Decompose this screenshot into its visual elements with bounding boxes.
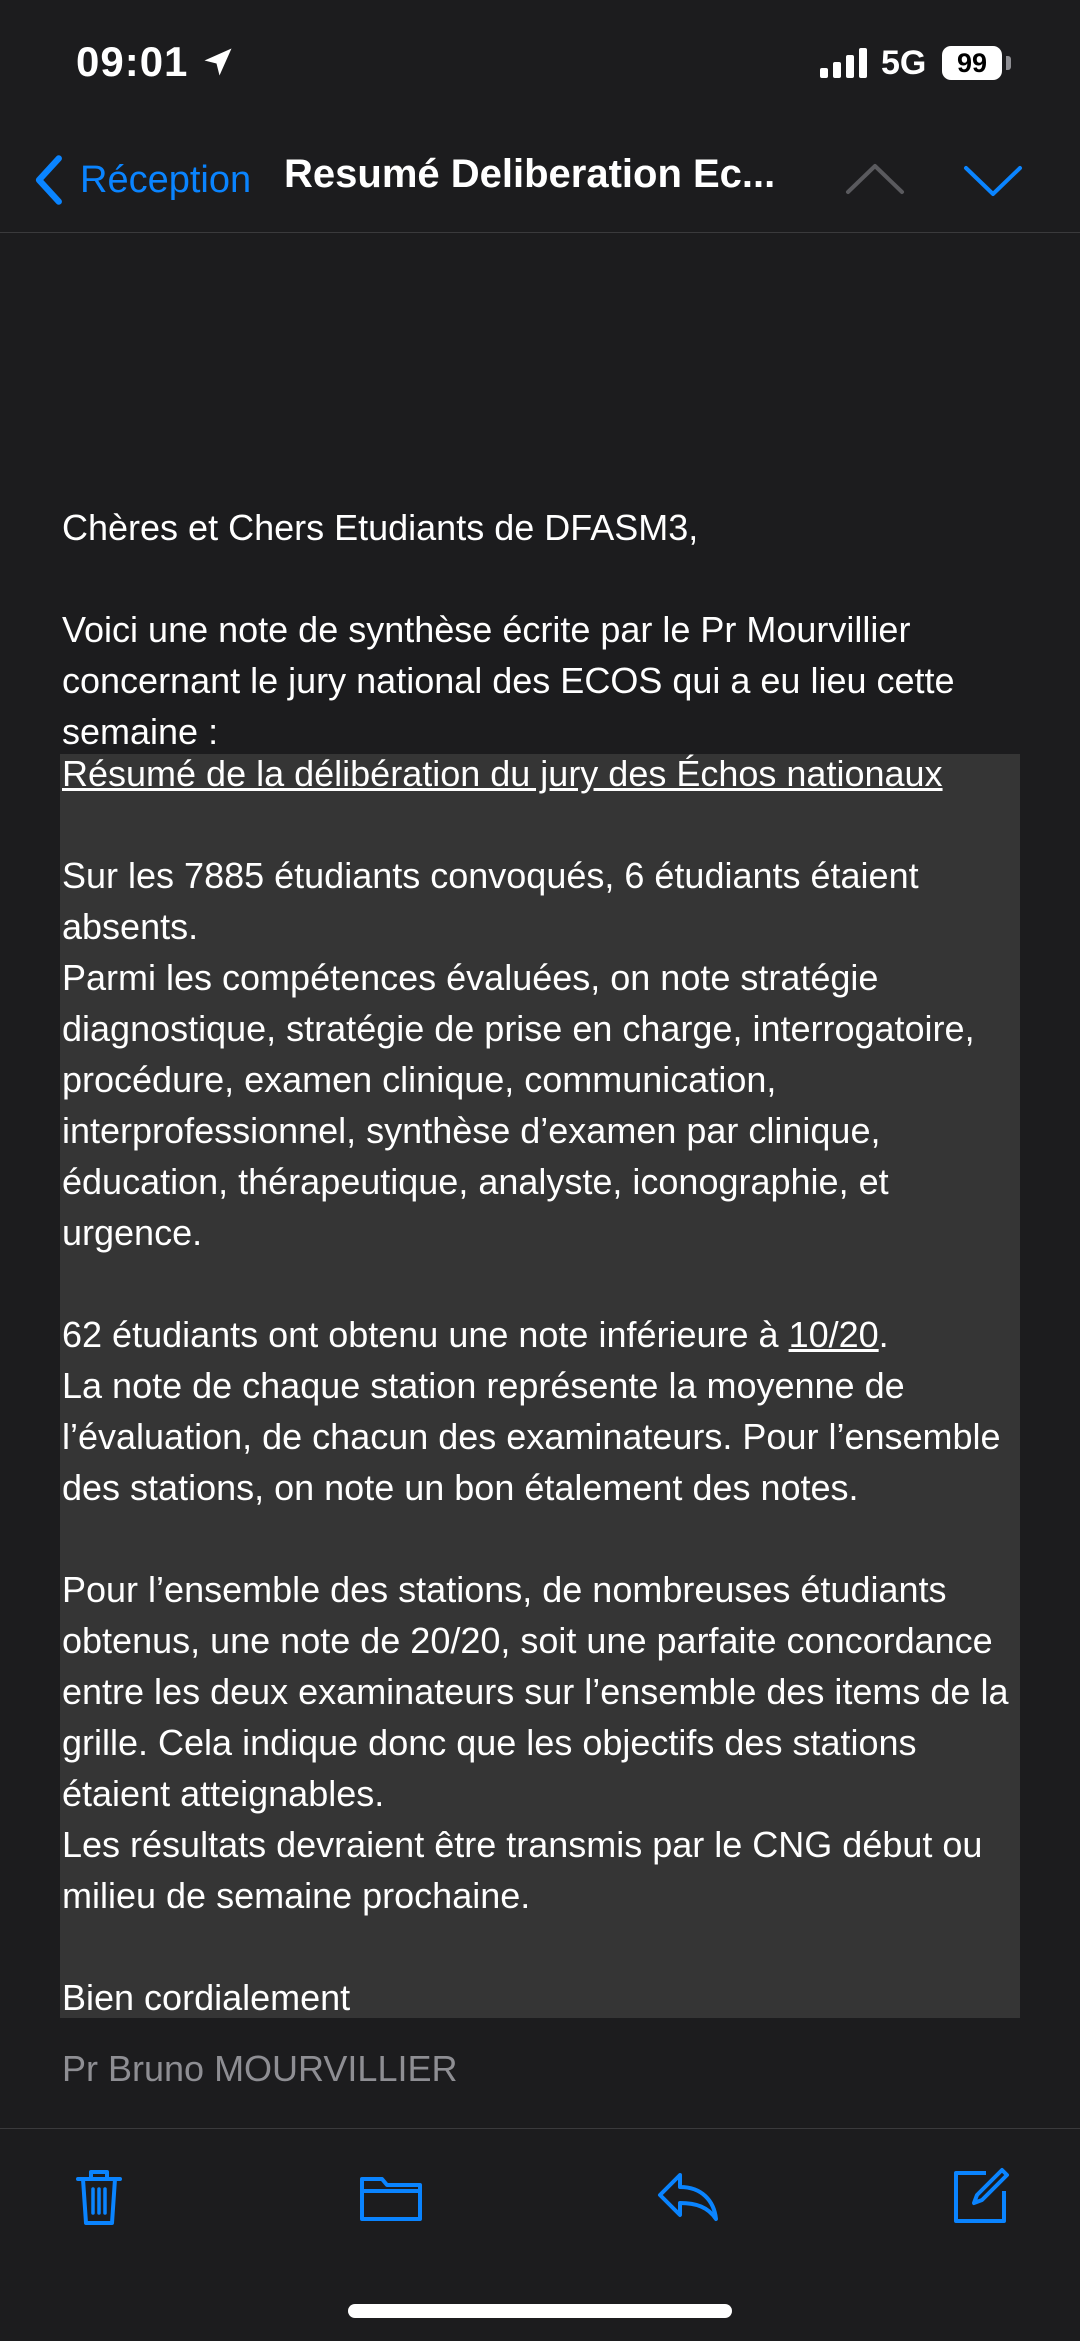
p3-end: . xyxy=(878,1314,889,1355)
greeting: Chères et Chers Etudiants de DFASM3, xyxy=(62,507,699,548)
email-body xyxy=(0,232,1080,2132)
back-button[interactable] xyxy=(28,150,251,210)
closing: Bien cordialement xyxy=(62,1977,351,2018)
signature: Pr Bruno MOURVILLIER xyxy=(62,2048,458,2089)
status-time: 09:01 xyxy=(76,38,189,85)
summary-paragraph-4: La note de chaque station représente la moyenne de l’évaluation, de chacun des examinateurs. Pour l’ensemble des stations, on note un bon étalement des notes. xyxy=(62,1365,1001,1508)
signal-icon xyxy=(820,48,868,78)
email-subject: Resumé Deliberation Ec... xyxy=(284,152,776,196)
reply-icon[interactable] xyxy=(652,2161,722,2231)
network-type: 5G xyxy=(881,44,927,82)
chevron-down-icon[interactable] xyxy=(958,152,1028,208)
chevron-left-icon xyxy=(28,153,68,207)
back-label: Réception xyxy=(80,158,252,201)
summary-paragraph-3 xyxy=(62,1309,1022,1360)
chevron-up-icon[interactable] xyxy=(840,152,910,208)
intro-paragraph: Voici une note de synthèse écrite par le Pr Mourvillier concernant le jury national des ECOS qui a eu lieu cette semaine : xyxy=(62,609,955,752)
grade-link[interactable]: 10/20 xyxy=(788,1314,879,1355)
summary-paragraph-1: Sur les 7885 étudiants convoqués, 6 étudiants étaient absents. xyxy=(62,855,919,947)
quote-title: Résumé de la délibération du jury des Échos nationaux xyxy=(62,753,943,794)
p3-text: 62 étudiants ont obtenu une note inférieure à xyxy=(62,1314,789,1355)
summary-paragraph-5: Pour l’ensemble des stations, de nombreuses étudiants obtenus, une note de 20/20, soit une parfaite concordance entre les deux examinateurs sur l’ensemble des items de la grille. Cela indique donc que les objectifs des stations étaient atteignables. xyxy=(62,1569,1009,1814)
quoted-summary xyxy=(60,754,1020,2018)
location-arrow-icon xyxy=(200,44,236,80)
compose-icon[interactable] xyxy=(946,2161,1016,2231)
home-indicator[interactable] xyxy=(348,2304,732,2318)
battery-cap xyxy=(1006,56,1011,70)
battery-indicator: 99 xyxy=(942,46,1002,80)
folder-icon[interactable] xyxy=(356,2161,426,2231)
summary-paragraph-2: Parmi les compétences évaluées, on note stratégie diagnostique, stratégie de prise en charge, interrogatoire, procédure, examen clinique, communication, interprofessionnel, synthèse d’examen par clinique, éducation, thérapeutique, analyste, iconographie, et urgence. xyxy=(62,957,975,1253)
summary-paragraph-6: Les résultats devraient être transmis par le CNG début ou milieu de semaine prochaine. xyxy=(62,1824,983,1916)
mail-nav-bar xyxy=(0,130,1080,233)
status-bar xyxy=(0,0,1080,130)
trash-icon[interactable] xyxy=(64,2161,134,2231)
